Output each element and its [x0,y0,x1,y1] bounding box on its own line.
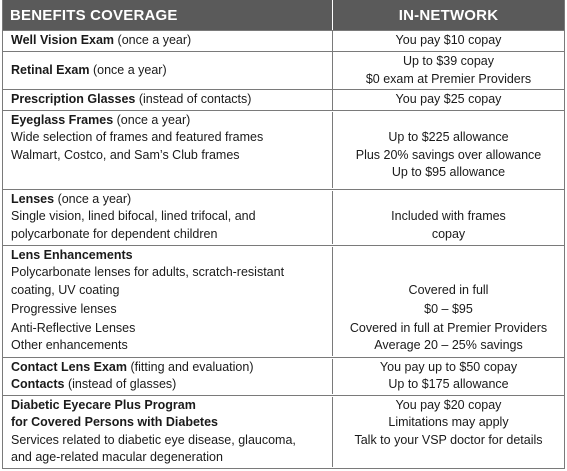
header-in-network: IN-NETWORK [398,6,499,24]
benefit-title: Lenses [11,192,55,206]
coverage-cell [333,90,564,110]
coverage-value: Up to $39 copay [402,54,495,69]
coverage-cell [333,31,564,51]
row-well-vision-exam [3,30,564,51]
coverage-value: Covered in full [408,282,489,297]
benefit-title: Retinal Exam [11,62,90,77]
coverage-value: Plus 20% savings over allowance [355,147,542,162]
benefit-title: Contacts [11,377,65,392]
coverage-cell [333,359,564,394]
coverage-value: Limitations may apply [388,415,509,430]
coverage-value: You pay $20 copay [395,398,502,412]
row-retinal-exam [3,51,564,89]
benefit-item: Wide selection of frames and featured frames [11,130,264,145]
benefit-cell [3,191,333,244]
benefit-item: Anti-Reflective Lenses [11,321,136,336]
coverage-value: You pay $25 copay [395,92,502,107]
benefit-note: (once a year) [114,33,192,48]
table-header [3,0,564,30]
benefit-title: Prescription Glasses [11,92,136,107]
benefit-cell [3,397,333,467]
coverage-value: Up to $95 allowance [391,164,506,179]
row-lenses [3,189,564,245]
benefit-cell [3,90,333,110]
benefit-cell [3,52,333,89]
benefit-cell [3,359,333,394]
row-eyeglass-frames [3,110,564,189]
benefit-note: (fitting and evaluation) [127,360,254,374]
benefit-note: (instead of glasses) [64,377,177,392]
coverage-cell [333,397,564,467]
coverage-value: Up to $175 allowance [388,377,509,392]
coverage-value: Average 20 – 25% savings [374,338,523,353]
coverage-cell [333,191,564,244]
benefit-title: Lens Enhancements [11,248,133,262]
benefit-note: (once a year) [89,62,167,77]
coverage-value: You pay up to $50 copay [379,360,518,374]
coverage-value: Included with frames [391,209,506,224]
row-contacts [3,357,564,395]
benefit-item: Services related to diabetic eye disease, glaucoma, [11,432,296,447]
benefit-item: Single vision, lined bifocal, lined trifocal, and [11,209,256,224]
coverage-cell [333,52,564,89]
benefit-note: (once a year) [54,192,132,206]
benefit-item: coating, UV coating [11,282,120,297]
coverage-value: Talk to your VSP doctor for details [354,432,543,447]
coverage-value: $0 exam at Premier Providers [365,71,532,86]
row-diabetic-eyecare [3,395,564,468]
benefits-table [2,0,565,469]
row-prescription-glasses [3,89,564,110]
coverage-cell [333,112,564,188]
header-benefits-coverage: BENEFITS COVERAGE [3,0,333,30]
coverage-value: copay [431,226,466,241]
benefit-title: Diabetic Eyecare Plus Program [11,398,196,412]
coverage-cell [333,247,564,356]
coverage-value: Up to $225 allowance [388,130,509,145]
benefit-cell [3,31,333,51]
benefit-item: polycarbonate for dependent children [11,226,218,241]
coverage-value: Covered in full at Premier Providers [349,321,548,336]
benefit-item: Progressive lenses [11,301,117,316]
benefit-item: and age-related macular degeneration [11,449,223,464]
row-lens-enhancements [3,245,564,357]
benefit-note: (instead of contacts) [135,92,252,107]
coverage-value: You pay $10 copay [395,33,502,48]
benefit-item: Walmart, Costco, and Sam’s Club frames [11,147,240,162]
benefit-note: (once a year) [113,113,191,127]
benefit-title: for Covered Persons with Diabetes [11,415,219,430]
benefit-cell [3,247,333,356]
coverage-value: $0 – $95 [424,301,473,316]
benefit-title: Well Vision Exam [11,33,115,48]
benefit-item: Polycarbonate lenses for adults, scratch-resistant [11,265,285,280]
benefit-cell [3,112,333,188]
benefit-item: Other enhancements [11,338,128,353]
benefit-title: Eyeglass Frames [11,113,114,127]
benefit-title: Contact Lens Exam [11,360,128,374]
